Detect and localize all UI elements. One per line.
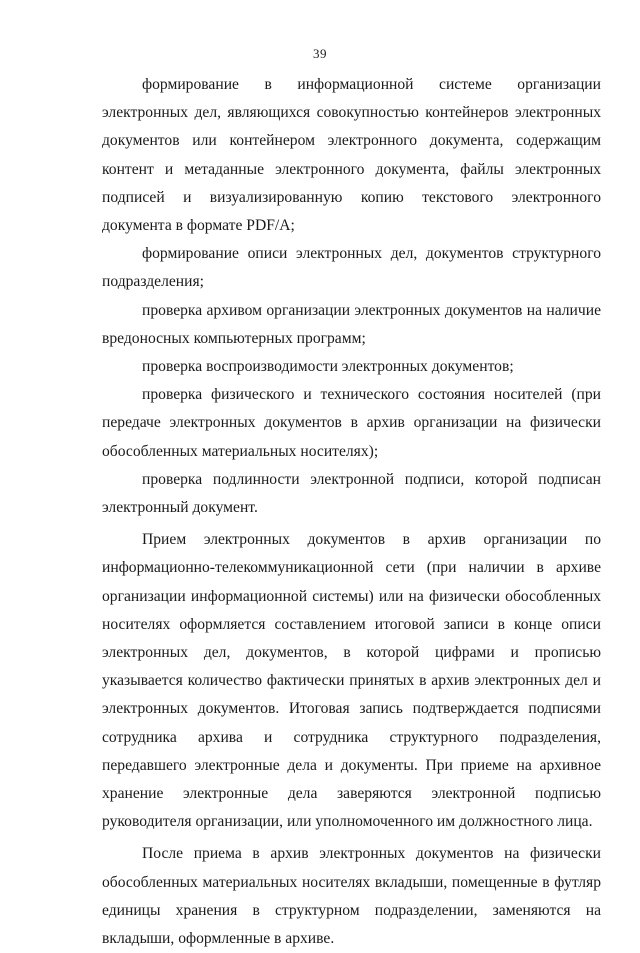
paragraph-malware-check: проверка архивом организации электронных документов на наличие вредоносных компьютерных программ;: [102, 301, 601, 347]
paragraph-acceptance-procedure: Прием электронных документов в архив организации по информационно-телекоммуникационной сети (при наличии в архиве организации информационной системы) или на физически обособленных носителях оформляется составлением итоговой записи в конце описи электронных дел, документов, в которой цифрами и прописью указывается количество фактически принятых в архив электронных дел и электронных документов. Итоговая запись подтверждается подписями сотрудника архива и сотрудника структурного подразделения, передавшего электронные дела и документы. При приеме на архивное хранение электронные дела заверяются электронной подписью руководителя организации, или уполномоченного им должностного лица.: [102, 531, 601, 831]
paragraph-inventory-formation: формирование описи электронных дел, документов структурного подразделения;: [102, 245, 601, 291]
paragraph-reproducibility-check: проверка воспроизводимости электронных документов;: [142, 358, 514, 376]
body-text: [102, 71, 601, 953]
paragraph-electronic-files-formation: формирование в информационной системе организации электронных дел, являющихся совокупностью контейнеров электронных документов или контейнером электронного документа, содержащим контент и метаданные электронного документа, файлы электронных подписей и визуализированную копию текстового электронного документа в формате PDF/A;: [102, 76, 601, 235]
page-number: 39: [313, 46, 327, 61]
paragraph-media-condition-check: проверка физического и технического состояния носителей (при передаче электронных документов в архив организации на физически обособленных материальных носителях);: [102, 386, 601, 460]
paragraph-insert-replacement: После приема в архив электронных документов на физически обособленных материальных носителях вкладыши, помещенные в футляр единицы хранения в структурном подразделении, заменяются на вкладыши, оформленные в архиве.: [102, 845, 601, 948]
paragraph-signature-check: проверка подлинности электронной подписи, которой подписан электронный документ.: [102, 470, 601, 517]
